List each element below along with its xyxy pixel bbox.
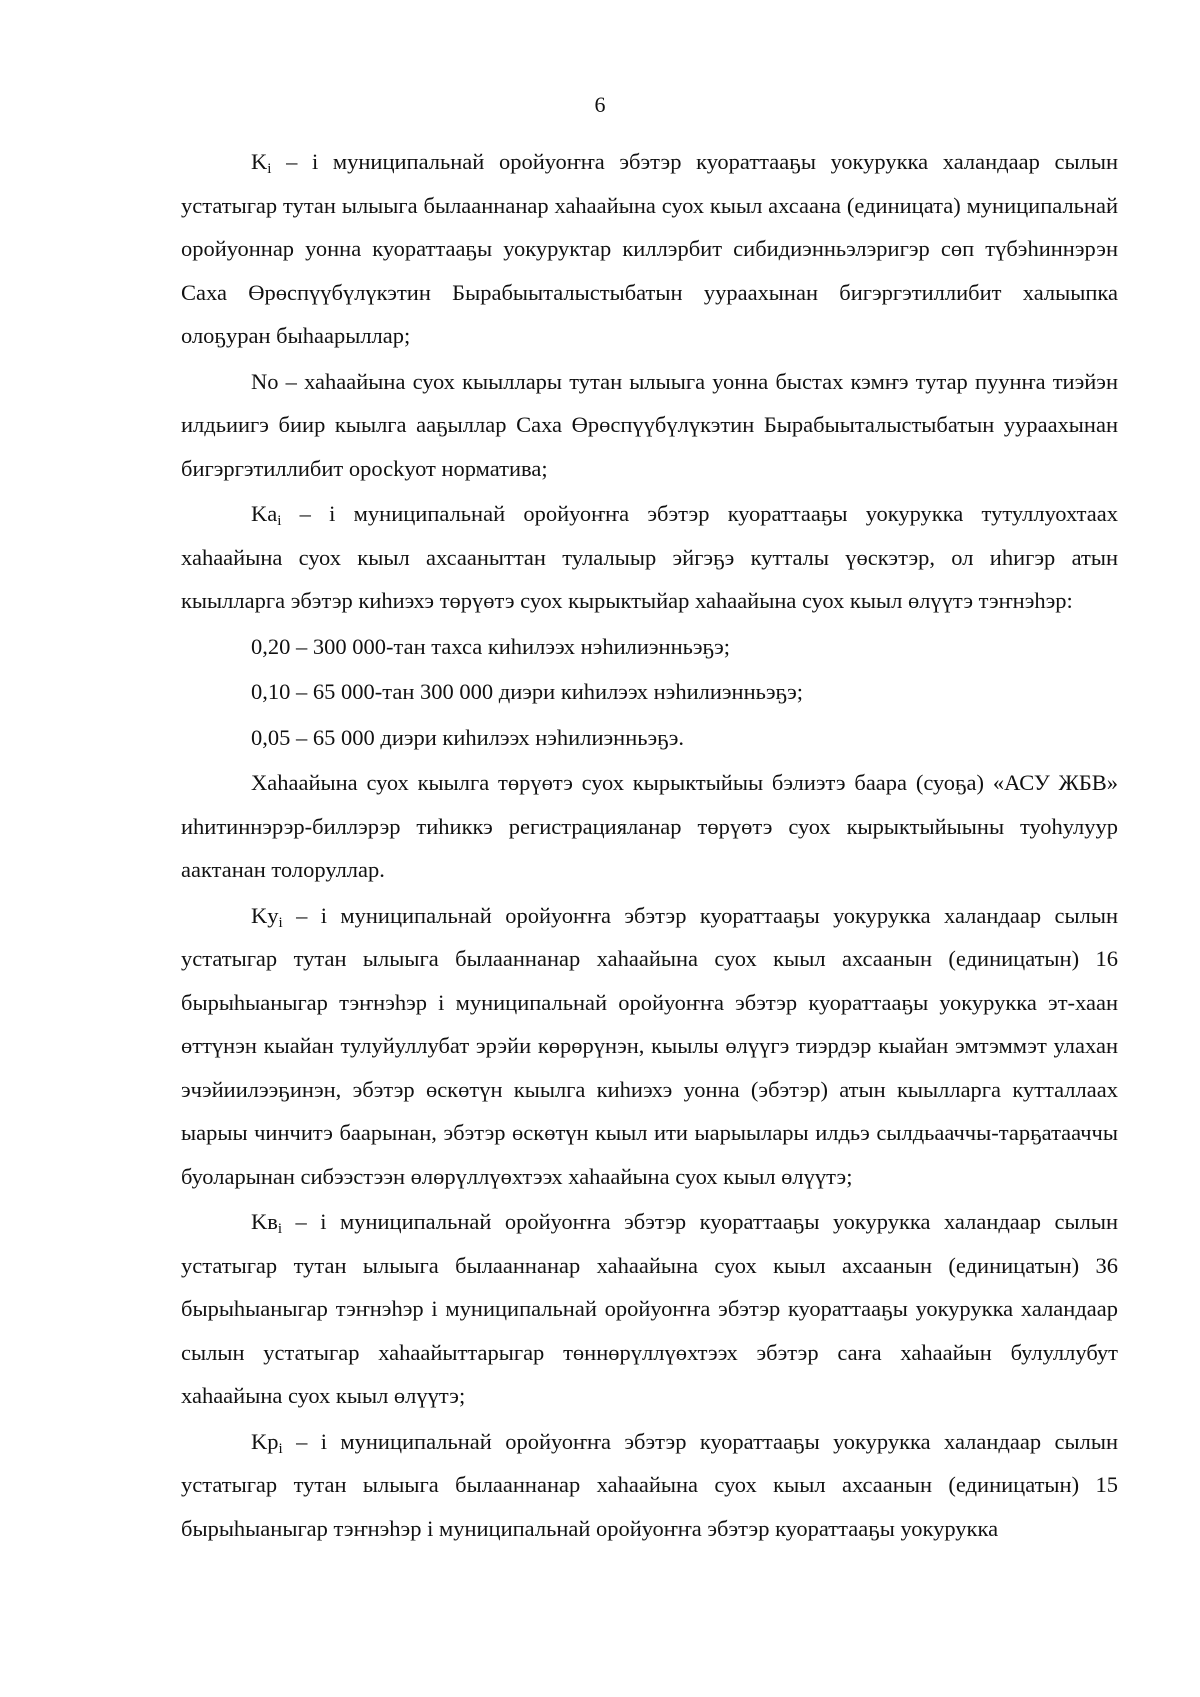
page-number: 6 [594,92,606,117]
variable-index: i [267,161,272,177]
paragraph-text: – i муниципальнай оройуоҥҥа эбэтэр куораттааҕы уокурукка тутуллуохтаах хаһаайына суох кыыл ахсааныттан тулалыыр эйгэҕэ кутталы үөскэтэр, ол иһигэр атын кыылларга эбэтэр киһиэхэ төрүөтэ суох кырыктыйар хаһаайына суох кыыл өлүүтэ тэҥнэһэр: [181,501,1118,613]
variable-index: i [277,1221,283,1237]
paragraph [181,360,1118,491]
variable-symbol: Kр [251,1428,279,1454]
variable-symbol: Kв [251,1209,278,1234]
paragraph-text: Хаһаайына суох кыылга төрүөтэ суох кырыктыйыы бэлиэтэ баара (суоҕа) «АСУ ЖБВ» иһитиннэрэр-биллэрэр тиһиккэ регистрацияланар төрүөтэ суох кырыктыйыыны туоһулуур аактанан толоруллар. [181,770,1118,882]
paragraph [181,1200,1118,1418]
variable-symbol: Ky [251,902,279,928]
paragraph-text: 0,10 – 65 000-тан 300 000 диэри киһилээх нэһилиэнньэҕэ; [251,679,804,704]
paragraph [181,761,1118,892]
variable-index: i [277,513,282,529]
paragraph-text: No – хаһаайына суох кыыллары тутан ылыыга уонна быстах кэмҥэ тутар пуунҥа тиэйэн илдьиигэ биир кыылга ааҕыллар Саха Өрөспүүбүлүкэтин Бырабыыталыстыбатын уураахынан бигэргэтиллибит оросkуот норматива; [181,368,1118,481]
variable-symbol: Ka [251,501,278,526]
paragraph-text: 0,05 – 65 000 диэри киһилээх нэһилиэнньэҕэ. [251,724,685,750]
variable-index: i [278,914,283,931]
paragraph-text: – i муниципальнай оройуоҥҥа эбэтэр куораттааҕы уокурукка халандаар сылын устатыгар тутан ылыыга былааннанар хаһаайына суох кыыл ахсаанын (единицатын) 36 бырыһыаныгар тэҥнэһэр i муниципальнай оройуоҥҥа эбэтэр куораттааҕы уокурукка халандаар сылын устатыгар хаһаайыттарыгар төннөрүллүөхтээх эбэтэр саҥа хаһаайын булуллубут хаһаайына суох кыыл өлүүтэ; [181,1209,1118,1408]
paragraph-text: – i муниципальнай оройуоҥҥа эбэтэр куораттааҕы уокурукка халандаар сылын устатыгар тутан ылыыга былааннанар хаһаайына суох кыыл ахсаанын (единицатын) 16 бырыһыаныгар тэҥнэһэр i муниципальнай оройуоҥҥа эбэтэр куораттааҕы уокурукка эт-хаан өттүнэн кыайан тулуйуллубат эрэйи көрөрүнэн, кыылы өлүүгэ тиэрдэр кыайан эмтэммэт улахан эчэйиилээҕинэн, эбэтэр өскөтүн кыылга киһиэхэ уонна (эбэтэр) атын кыылларга кутталлаах ыарыы чинчитэ баарынан, эбэтэр өскөтүн кыыл ити ыарыылары илдьэ сылдьааччы-тарҕатааччы буоларынан сибээстээн өлөрүллүөхтээх хаһаайына суох кыыл өлүүтэ; [181,902,1118,1189]
coefficient-item [181,670,1118,714]
coefficient-item [181,625,1118,669]
paragraph-text: – i муниципальнай оройуоҥҥа эбэтэр куораттааҕы уокурукка халандаар сылын устатыгар тутан ылыыга былааннанар хаһаайына суох кыыл ахсаана (единицата) муниципальнай оройуоннар уонна куораттааҕы уокуруктар киллэрбит сибидиэнньэлэригэр сөп түбэһиннэрэн Саха Өрөспүүбүлүкэтин Бырабыыталыстыбатын уураахынан бигэргэтиллибит халыыпка олоҕуран быһаарыллар; [181,149,1118,348]
paragraph [181,894,1118,1199]
variable-index: i [278,1440,283,1457]
paragraph-text: 0,20 – 300 000-тан тахса киһилээх нэһилиэнньэҕэ; [251,633,731,659]
document-body [181,140,1118,1552]
paragraph-text: – i муниципальнай оройуоҥҥа эбэтэр куораттааҕы уокурукка халандаар сылын устатыгар тутан ылыыга былааннанар хаһаайына суох кыыл ахсаанын (единицатын) 15 бырыһыаныгар тэҥнэһэр i муниципальнай оройуоҥҥа эбэтэр куораттааҕы уокурукка [181,1428,1118,1541]
variable-symbol: K [251,149,268,174]
coefficient-item [181,716,1118,760]
paragraph [181,1420,1118,1551]
paragraph [181,492,1118,623]
paragraph [181,140,1118,358]
